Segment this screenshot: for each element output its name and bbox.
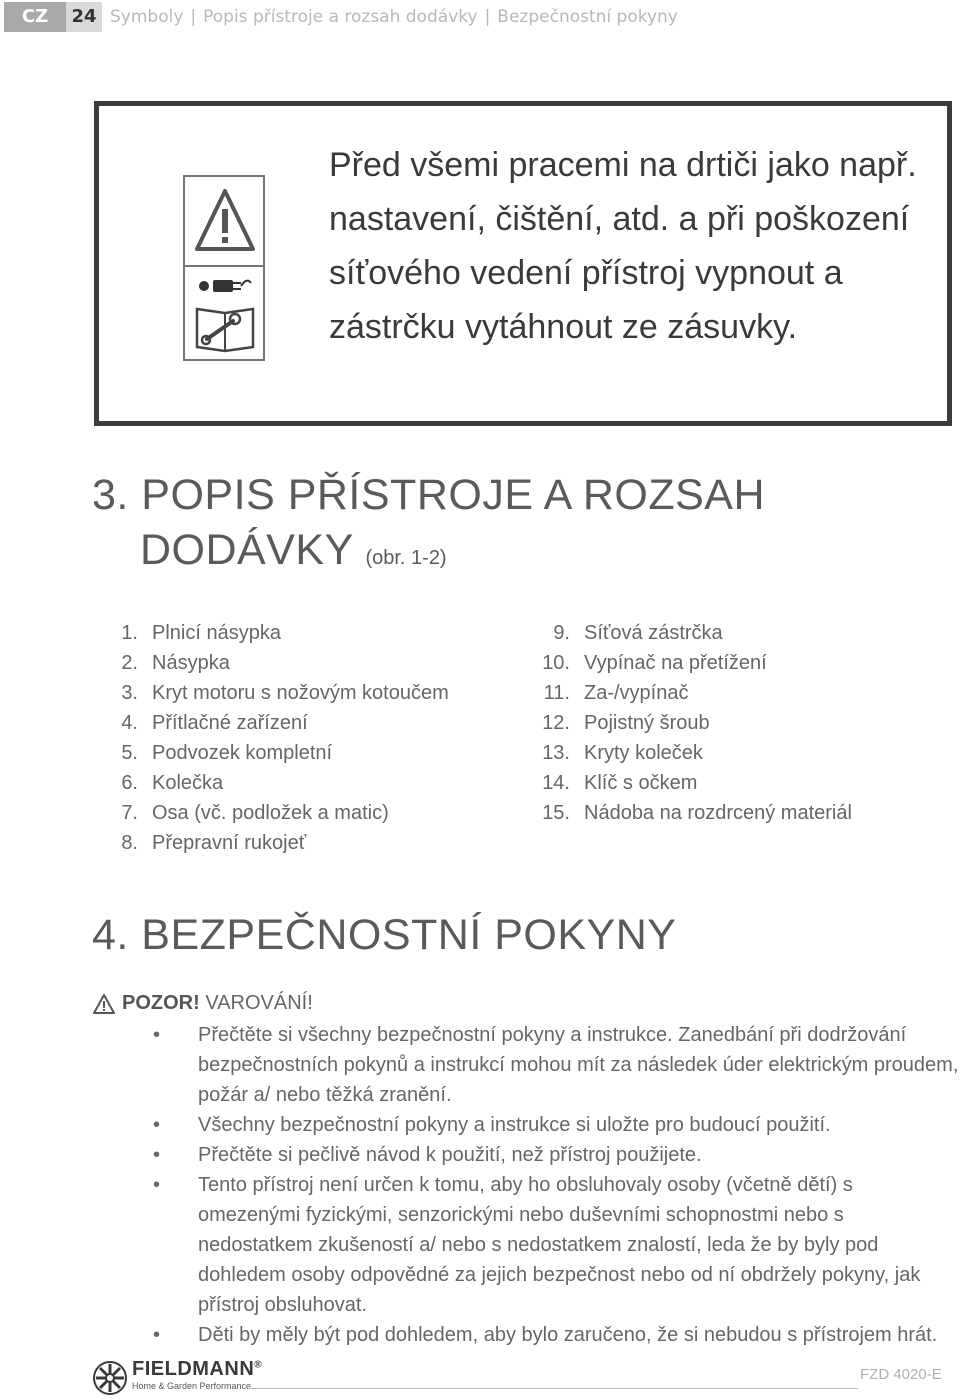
list-item (528, 618, 852, 648)
breadcrumb-separator: | (484, 7, 491, 27)
item-number: 10. (542, 652, 570, 674)
manual-book-icon (193, 303, 257, 353)
item-number: 8. (121, 832, 138, 854)
list-item (528, 768, 852, 798)
bullet-dot: • (153, 1024, 161, 1046)
bullet-dot: • (153, 1144, 161, 1166)
icon-divider (185, 265, 263, 267)
list-item (100, 768, 449, 798)
list-item (150, 1110, 960, 1140)
figure-reference: (obr. 1-2) (365, 547, 447, 569)
item-label: Vypínač na přetížení (584, 652, 767, 674)
list-item (528, 798, 852, 828)
list-item (150, 1140, 960, 1170)
item-number: 15. (542, 802, 570, 824)
caution-line (92, 988, 313, 1018)
breadcrumb-separator: | (190, 7, 197, 27)
item-number: 14. (542, 772, 570, 794)
item-number: 7. (121, 802, 138, 824)
page-header (0, 0, 960, 34)
bullet-text: Přečtěte si pečlivě návod k použití, než přístroj použijete. (198, 1144, 702, 1166)
item-number: 6. (121, 772, 138, 794)
list-item (150, 1320, 960, 1350)
bullet-dot: • (153, 1174, 161, 1196)
list-item (100, 678, 449, 708)
list-item (150, 1020, 960, 1110)
parts-list-right (528, 618, 852, 828)
footer-divider (248, 1388, 858, 1389)
bullet-text: Děti by měly být pod dohledem, aby bylo zaručeno, že si nebudou s přístrojem hrát. (198, 1324, 938, 1346)
item-label: Přítlačné zařízení (152, 712, 308, 734)
item-number: 12. (542, 712, 570, 734)
brand-name-text: FIELDMANN (132, 1358, 255, 1380)
list-item (100, 798, 449, 828)
item-label: Kryt motoru s nožovým kotoučem (152, 682, 449, 704)
warning-triangle-icon (193, 185, 257, 257)
section3-title-line2-wrap (92, 523, 912, 586)
item-label: Podvozek kompletní (152, 742, 333, 764)
section3-title-line2: DODÁVKY (140, 526, 353, 574)
item-label: Násypka (152, 652, 230, 674)
list-item (150, 1170, 960, 1320)
breadcrumb-item: Popis přístroje a rozsah dodávky (203, 7, 478, 27)
bullet-text: Všechny bezpečnostní pokyny a instrukce si uložte pro budoucí použití. (198, 1114, 831, 1136)
item-number: 9. (553, 622, 570, 644)
bullet-text: Přečtěte si všechny bezpečnostní pokyny a instrukce. Zanedbání při dodržování bezpečnostních pokynů a instrukcí mohou mít za následek úder elektrickým proudem, požár a/ nebo těžká zranění. (198, 1024, 959, 1106)
section3-title-line1: 3. POPIS PŘÍSTROJE A ROZSAH (92, 471, 766, 519)
item-label: Síťová zástrčka (584, 622, 723, 644)
header-breadcrumb (110, 2, 678, 32)
item-number: 13. (542, 742, 570, 764)
caution-label: POZOR! (122, 992, 200, 1014)
item-label: Pojistný šroub (584, 712, 710, 734)
item-label: Kolečka (152, 772, 224, 794)
caution-triangle-icon (92, 993, 116, 1015)
fieldmann-logo-icon (92, 1360, 128, 1396)
breadcrumb-item: Bezpečnostní pokyny (497, 7, 678, 27)
list-item (528, 708, 852, 738)
list-item (528, 678, 852, 708)
section3-heading (92, 468, 912, 586)
item-label: Nádoba na rozdrcený materiál (584, 802, 852, 824)
item-label: Klíč s očkem (584, 772, 698, 794)
item-label: Přepravní rukojeť (152, 832, 307, 854)
parts-list-left (100, 618, 449, 858)
safety-bullets (150, 1020, 960, 1350)
item-number: 11. (543, 682, 570, 704)
list-item (100, 708, 449, 738)
warning-label: VAROVÁNÍ! (205, 992, 313, 1014)
list-item (100, 648, 449, 678)
page-number: 24 (66, 2, 102, 32)
bullet-dot: • (153, 1114, 161, 1136)
item-label: Osa (vč. podložek a matic) (152, 802, 389, 824)
item-label: Plnicí násypka (152, 622, 281, 644)
bullet-text: Tento přístroj není určen k tomu, aby ho obsluhovaly osoby (včetně dětí) s omezenými fyzickými, senzorickými nebo duševními schopnostmi nebo s nedostatkem zkušeností a/ nebo s nedostatkem znalostí, leda že by byly pod dohledem osoby odpovědné za jejich bezpečnost nebo od ní obdržely pokyny, jak přístroj obsluhovat. (198, 1174, 921, 1316)
warning-icon-panel (183, 175, 265, 361)
list-item (100, 618, 449, 648)
unplug-icon (197, 273, 253, 299)
item-number: 4. (121, 712, 138, 734)
list-item (528, 648, 852, 678)
brand-name (132, 1358, 262, 1381)
item-number: 1. (121, 622, 138, 644)
item-label: Kryty koleček (584, 742, 703, 764)
trademark-symbol: ® (254, 1359, 263, 1371)
item-number: 3. (121, 682, 138, 704)
warning-box (94, 101, 952, 426)
section4-heading: 4. BEZPEČNOSTNÍ POKYNY (92, 911, 677, 959)
breadcrumb-item: Symboly (110, 7, 184, 27)
model-code: FZD 4020-E (860, 1366, 942, 1383)
item-label: Za-/vypínač (584, 682, 689, 704)
item-number: 2. (121, 652, 138, 674)
warning-text: Před všemi pracemi na drtiči jako např. nastavení, čištění, atd. a při poškození síťového vedení přístroj vypnout a zástrčku vytáhnout ze zásuvky. (329, 146, 917, 346)
brand-tagline: Home & Garden Performance (132, 1381, 252, 1391)
list-item (100, 828, 449, 858)
list-item (528, 738, 852, 768)
list-item (100, 738, 449, 768)
language-tab: CZ (4, 2, 66, 32)
bullet-dot: • (153, 1324, 161, 1346)
item-number: 5. (121, 742, 138, 764)
